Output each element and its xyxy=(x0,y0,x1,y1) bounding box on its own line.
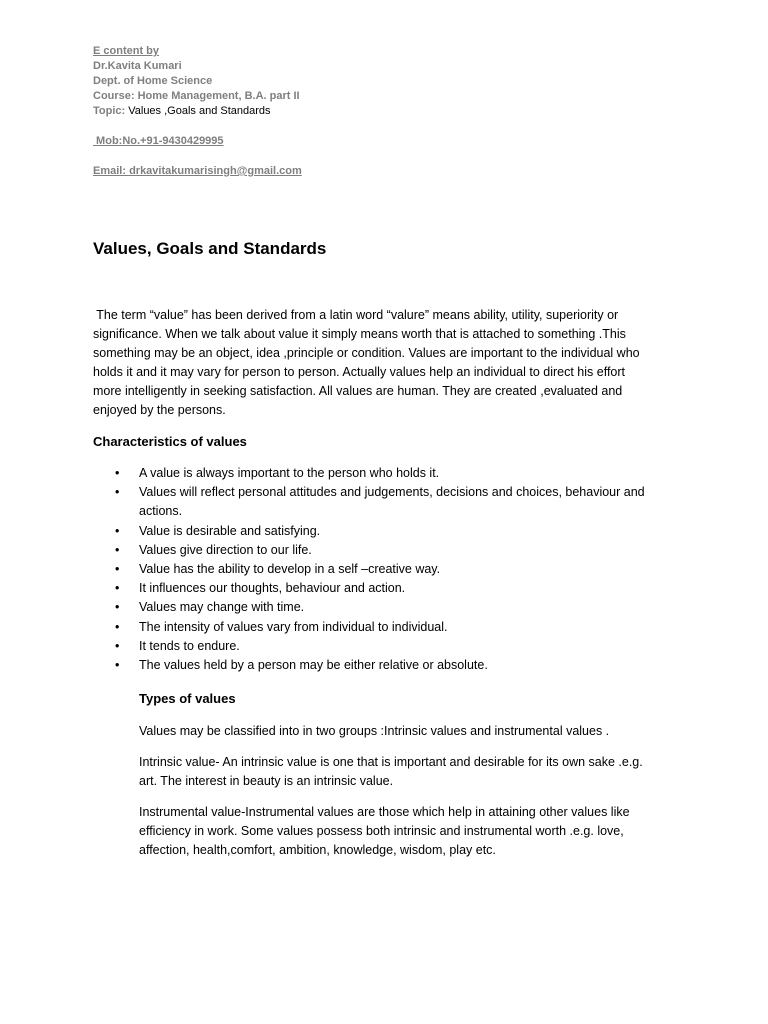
bullet-icon: • xyxy=(115,466,120,480)
paragraph-line: art. The interest in beauty is an intrinsic value. xyxy=(139,774,394,788)
list-item xyxy=(93,483,683,521)
characteristics-heading: Characteristics of values xyxy=(93,434,247,449)
intro-line: enjoyed by the persons. xyxy=(93,403,226,417)
list-item-text: Values will reflect personal attitudes and judgements, decisions and choices, behaviour and actions. xyxy=(139,485,645,519)
topic-label: Topic: xyxy=(93,105,129,117)
bullet-icon: • xyxy=(115,619,120,634)
list-item xyxy=(93,560,683,579)
list-item-text: A value is always important to the person who holds it. xyxy=(139,466,440,480)
paragraph-line: Instrumental value-Instrumental values are those which help in attaining other values like xyxy=(139,805,630,819)
list-item-text: Value has the ability to develop in a self –creative way. xyxy=(139,562,441,577)
list-item-text: The values held by a person may be either relative or absolute. xyxy=(139,658,488,673)
list-item-text: Values may change with time. xyxy=(139,600,305,615)
types-intro-paragraph: Values may be classified into in two groups :Intrinsic values and instrumental values . xyxy=(139,724,610,738)
intro-line: The term “value” has been derived from a latin word “valure” means ability, utility, superiority or xyxy=(93,308,619,322)
bullet-icon: • xyxy=(115,581,120,596)
list-item xyxy=(93,541,683,560)
types-heading: Types of values xyxy=(139,691,236,706)
characteristics-list xyxy=(93,464,683,675)
header-spacer xyxy=(93,119,302,134)
intro-line: more intelligently in seeking satisfaction. All values are human. They are created ,evaluated and xyxy=(93,384,623,398)
bullet-icon: • xyxy=(115,562,120,577)
intrinsic-paragraph xyxy=(139,753,679,791)
bullet-icon: • xyxy=(115,600,120,615)
intro-line: something may be an object, idea ,principle or condition. Values are important to the individual who xyxy=(93,346,640,360)
document-header xyxy=(93,44,302,179)
list-item xyxy=(93,637,683,656)
paragraph-line: affection, health,comfort, ambition, knowledge, wisdom, play etc. xyxy=(139,843,496,857)
list-item-text: Values give direction to our life. xyxy=(139,542,312,557)
author-name: Dr.Kavita Kumari xyxy=(93,60,182,72)
intro-line: holds it and it may vary for person to person. Actually values help an individual to direct his effort xyxy=(93,365,626,379)
topic-value: Values ,Goals and Standards xyxy=(128,105,271,117)
topic-line xyxy=(93,104,302,119)
list-item xyxy=(93,656,683,675)
intro-paragraph xyxy=(93,306,675,420)
document-title: Values, Goals and Standards xyxy=(93,239,327,258)
course-info: Course: Home Management, B.A. part II xyxy=(93,90,300,102)
list-item xyxy=(93,618,683,637)
list-item-text: The intensity of values vary from individual to individual. xyxy=(139,619,448,634)
bullet-icon: • xyxy=(115,523,120,538)
list-item xyxy=(93,464,683,483)
mobile-number: Mob:No.+91-9430429995 xyxy=(93,135,224,147)
department: Dept. of Home Science xyxy=(93,75,213,87)
list-item xyxy=(93,579,683,598)
paragraph-line: efficiency in work. Some values possess both intrinsic and instrumental worth .e.g. love, xyxy=(139,824,624,838)
list-item-text: Value is desirable and satisfying. xyxy=(139,523,321,538)
econtent-label: E content by xyxy=(93,45,160,57)
bullet-icon: • xyxy=(115,638,120,653)
bullet-icon: • xyxy=(115,542,120,557)
list-item-text: It tends to endure. xyxy=(139,638,240,653)
paragraph-line: Intrinsic value- An intrinsic value is one that is important and desirable for its own sake .e.g. xyxy=(139,755,643,769)
instrumental-paragraph xyxy=(139,803,679,860)
email-link[interactable]: Email: drkavitakumarisingh@gmail.com xyxy=(93,165,302,177)
list-item-text: It influences our thoughts, behaviour and action. xyxy=(139,581,406,596)
intro-line: significance. When we talk about value it simply means worth that is attached to something .This xyxy=(93,327,626,341)
header-spacer xyxy=(93,149,302,164)
list-item xyxy=(93,598,683,617)
bullet-icon: • xyxy=(115,485,120,500)
list-item xyxy=(93,522,683,541)
bullet-icon: • xyxy=(115,658,120,673)
